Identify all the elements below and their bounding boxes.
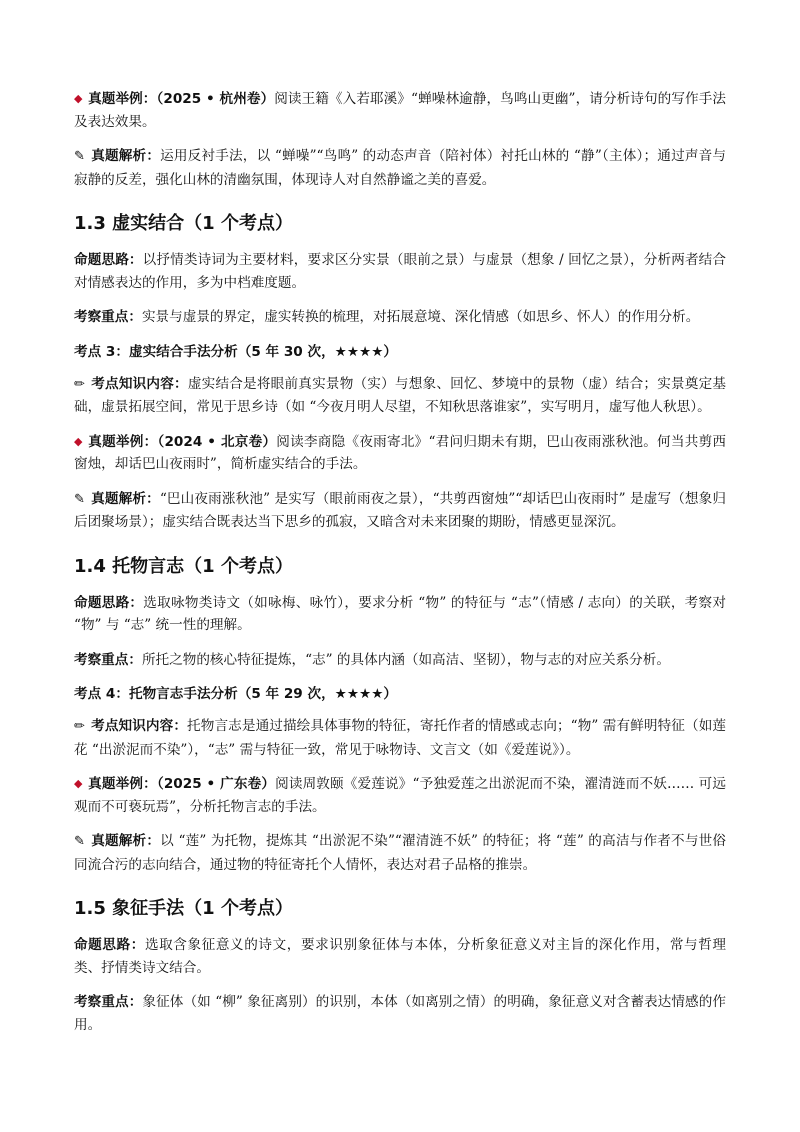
focus-text: 所托之物的核心特征提炼，“志” 的具体内涵（如高洁、坚韧），物与志的对应关系分析。 (141, 651, 670, 668)
example-source: （2025 • 广东卷） (156, 776, 276, 792)
example-text: 阅读李商隐《夜雨寄北》“君问归期未有期，巴山夜雨涨秋池。何当共剪西窗烛，却话巴山夜雨时”，简析虚实结合的手法。 (74, 433, 726, 472)
focus-label: 考察重点： (74, 309, 142, 325)
focus-paragraph (74, 306, 726, 329)
point-heading: 考点 4：托物言志手法分析（5 年 29 次，★★★★） (74, 686, 398, 702)
analysis-paragraph (74, 145, 726, 191)
section-title: 1.5 象征手法（1 个考点） (74, 898, 293, 919)
point-heading: 考点 3：虚实结合手法分析（5 年 30 次，★★★★） (74, 343, 398, 360)
analysis-label: 真题解析： (91, 148, 161, 164)
diamond-icon: ◆ (74, 92, 83, 105)
focus-text: 象征体（如 “柳” 象征离别）的识别，本体（如离别之情）的明确，象征意义对含蓄表达情感的作用。 (74, 994, 726, 1033)
focus-paragraph (74, 991, 726, 1036)
section-title: 1.4 托物言志（1 个考点） (74, 555, 293, 577)
knowledge-text: 虚实结合是将眼前真实景物（实）与想象、回忆、梦境中的景物（虚）结合；实景奠定基础，虚景拓展空间，常见于思乡诗（如 “今夜月明人尽望，不知秋思落谁家”，实写明月，虚写他人秋思）。 (74, 375, 726, 415)
focus-paragraph (74, 649, 726, 672)
example-source: （2025 • 杭州卷） (156, 91, 275, 107)
idea-label: 命题思路： (74, 252, 143, 268)
analysis-text: “巴山夜雨涨秋池” 是实写（眼前雨夜之景），“共剪西窗烛”“却话巴山夜雨时” 是虚写（想象归后团聚场景）；虚实结合既表达当下思乡的孤寂，又暗含对未来团聚的期盼，情感更显深沉。 (74, 490, 726, 530)
example-paragraph (74, 773, 726, 818)
example-text: 阅读王籍《入若耶溪》“蝉噪林逾静，鸟鸣山更幽”，请分析诗句的写作手法及表达效果。 (74, 91, 726, 130)
example-label: 真题举例： (88, 776, 157, 792)
example-label: 真题举例： (88, 91, 157, 107)
idea-label: 命题思路： (74, 594, 144, 611)
idea-paragraph (74, 249, 726, 294)
idea-label: 命题思路： (74, 937, 145, 953)
example-source: （2024 • 北京卷） (157, 433, 277, 450)
knowledge-text: 托物言志是通过描绘具体事物的特征，寄托作者的情感或志向；“物” 需有鲜明特征（如莲花 “出淤泥而不染”），“志” 需与特征一致，常见于咏物诗、文言文（如《爱莲说》）。 (74, 718, 727, 758)
knowledge-label: 考点知识内容： (91, 375, 188, 392)
example-paragraph (74, 88, 726, 133)
example-label: 真题举例： (88, 433, 158, 450)
idea-text: 以抒情类诗词为主要材料，要求区分实景（眼前之景）与虚景（想象 / 回忆之景），分析两者结合对情感表达的作用，多为中档难度题。 (74, 252, 727, 291)
diamond-icon: ◆ (74, 777, 83, 790)
idea-paragraph (74, 592, 726, 637)
example-paragraph (74, 431, 726, 476)
analysis-label: 真题解析： (91, 490, 160, 507)
example-text: 阅读周敦颐《爱莲说》“予独爱莲之出淤泥而不染，濯清涟而不妖…… 可远观而不可亵玩焉”，分析托物言志的手法。 (74, 776, 726, 815)
analysis-text: 运用反衬手法，以 “蝉噪”“鸟鸣” 的动态声音（陪衬体）衬托山林的 “静”（主体）；通过声音与寂静的反差，强化山林的清幽氛围，体现诗人对自然静谧之美的喜爱。 (74, 148, 727, 188)
idea-text: 选取含象征意义的诗文，要求识别象征体与本体，分析象征意义对主旨的深化作用，常与哲理类、抒情类诗文结合。 (74, 937, 727, 976)
pen-icon: ✎ (74, 149, 85, 164)
focus-label: 考察重点： (74, 651, 142, 668)
analysis-paragraph (74, 488, 726, 534)
pen-icon: ✎ (74, 491, 85, 507)
idea-paragraph (74, 934, 726, 979)
analysis-label: 真题解析： (91, 833, 161, 849)
focus-text: 实景与虚景的界定，虚实转换的梳理，对拓展意境、深化情感（如思乡、怀人）的作用分析。 (141, 309, 700, 325)
analysis-paragraph (74, 830, 726, 876)
focus-label: 考察重点： (74, 994, 143, 1010)
diamond-icon: ◆ (74, 434, 83, 448)
section-title: 1.3 虚实结合（1 个考点） (74, 213, 293, 234)
pencil-icon: ✏ (74, 376, 85, 392)
analysis-text: 以 “莲” 为托物，提炼其 “出淤泥不染”“濯清涟不妖” 的特征；将 “莲” 的高洁与作者不与世俗同流合污的志向结合，通过物的特征寄托个人情怀，表达对君子品格的推崇。 (74, 833, 726, 873)
knowledge-paragraph (74, 715, 726, 761)
pencil-icon: ✏ (74, 719, 85, 734)
knowledge-label: 考点知识内容： (91, 718, 188, 734)
idea-text: 选取咏物类诗文（如咏梅、咏竹），要求分析 “物” 的特征与 “志”（情感 / 志向）的关联，考察对 “物” 与 “志” 统一性的理解。 (74, 594, 726, 633)
pen-icon: ✎ (74, 834, 85, 849)
knowledge-paragraph (74, 373, 726, 419)
